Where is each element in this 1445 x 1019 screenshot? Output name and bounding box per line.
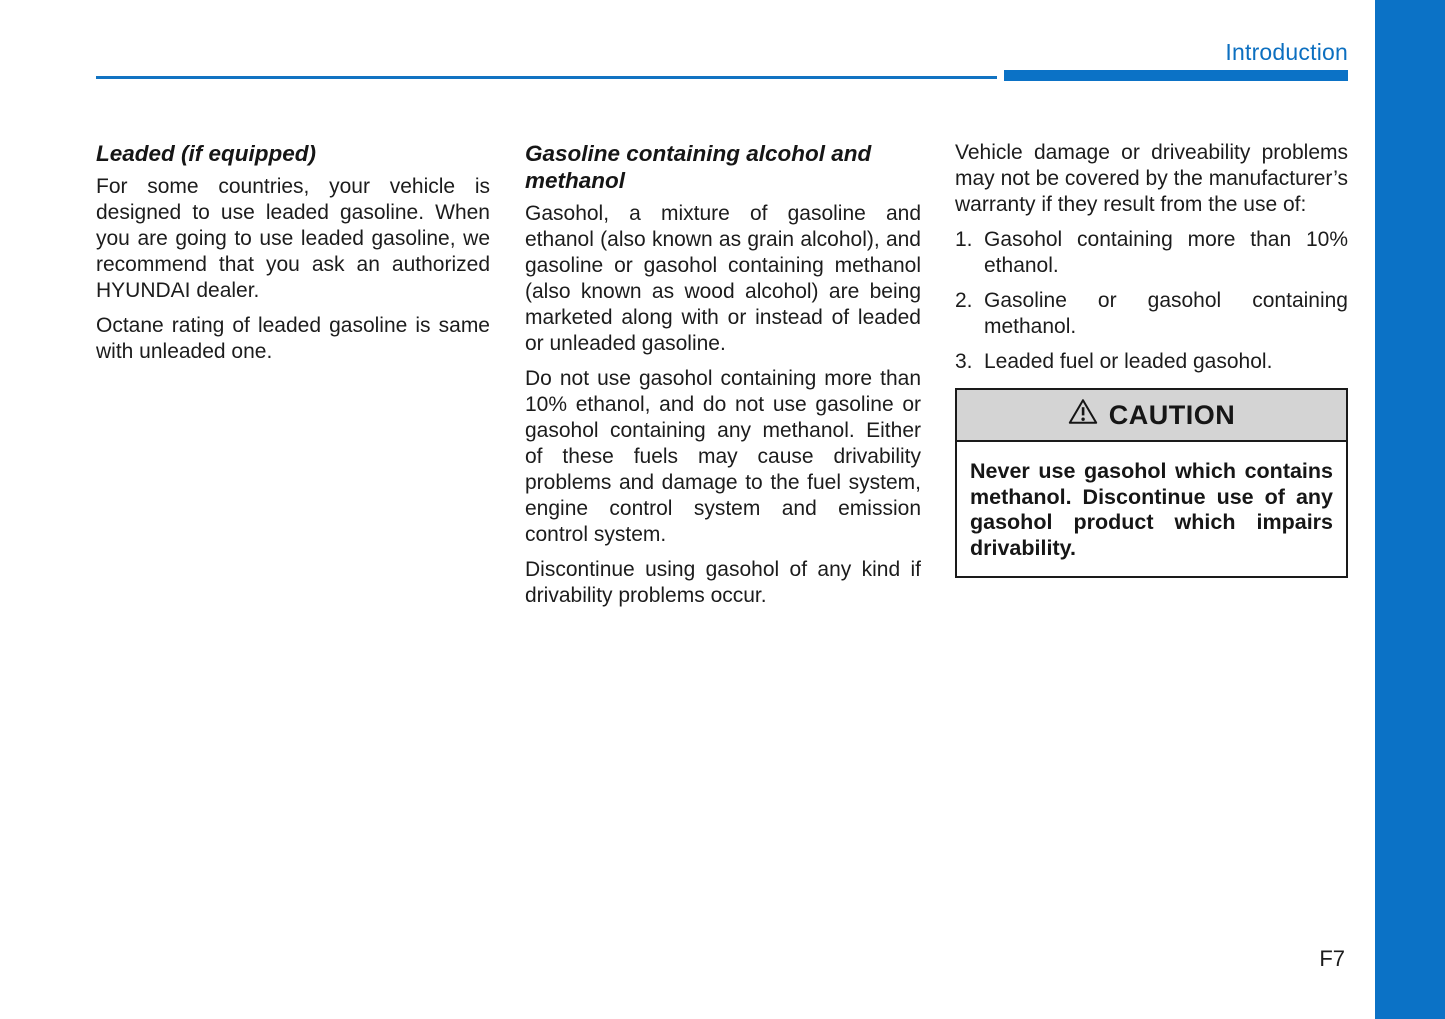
paragraph-gasohol-2: Do not use gasohol containing more than 10% ethanol, and do not use gasoline or gasohol containing any methanol. Either of these fuels may cause drivability problems and damage to the fuel system, engine control system and emission control system. bbox=[525, 367, 921, 546]
column-leaded bbox=[96, 140, 490, 374]
warning-triangle-icon bbox=[1068, 398, 1098, 432]
caution-title: CAUTION bbox=[1108, 400, 1236, 430]
paragraph-leaded-1: For some countries, your vehicle is designed to use leaded gasoline. When you are going to use leaded gasoline, we recommend that you ask an authorized HYUNDAI dealer. bbox=[96, 175, 490, 302]
paragraph-leaded-2: Octane rating of leaded gasoline is same with unleaded one. bbox=[96, 314, 490, 363]
list-item bbox=[955, 288, 1348, 340]
column-warranty bbox=[955, 140, 1348, 578]
list-item-text: Gasohol containing more than 10% ethanol. bbox=[984, 228, 1348, 277]
heading-leaded: Leaded (if equipped) bbox=[96, 141, 317, 166]
paragraph-gasohol-1: Gasohol, a mixture of gasoline and ethanol (also known as grain alcohol), and gasoline or gasohol containing methanol (also known as wood alcohol) are being marketed along with or instead of leaded or unleaded gasoline. bbox=[525, 202, 921, 355]
list-item-number: 1. bbox=[955, 228, 973, 251]
heading-gasoline-alcohol: Gasoline containing alcohol and methanol bbox=[525, 141, 872, 193]
list-item-number: 2. bbox=[955, 289, 973, 312]
header-rule-thick bbox=[1004, 70, 1348, 81]
list-item bbox=[955, 227, 1348, 279]
section-color-bar bbox=[1375, 0, 1445, 1019]
list-item bbox=[955, 349, 1348, 375]
paragraph-warranty-intro: Vehicle damage or driveability problems may not be covered by the manufacturer’s warranty if they result from the use of: bbox=[955, 141, 1348, 216]
list-item-text: Gasoline or gasohol containing methanol. bbox=[984, 289, 1348, 338]
column-gasoline-alcohol bbox=[525, 140, 921, 618]
page-number: F7 bbox=[1319, 946, 1345, 971]
header-rule-thin bbox=[96, 76, 997, 79]
list-item-number: 3. bbox=[955, 350, 973, 373]
caution-box-header bbox=[957, 390, 1346, 442]
caution-box bbox=[955, 388, 1348, 578]
list-item-text: Leaded fuel or leaded gasohol. bbox=[984, 350, 1273, 373]
warranty-exclusion-list bbox=[955, 227, 1348, 375]
section-title: Introduction bbox=[1225, 39, 1348, 65]
caution-body-text: Never use gasohol which contains methanol. Discontinue use of any gasohol product which impairs drivability. bbox=[970, 459, 1333, 560]
paragraph-gasohol-3: Discontinue using gasohol of any kind if drivability problems occur. bbox=[525, 558, 921, 607]
